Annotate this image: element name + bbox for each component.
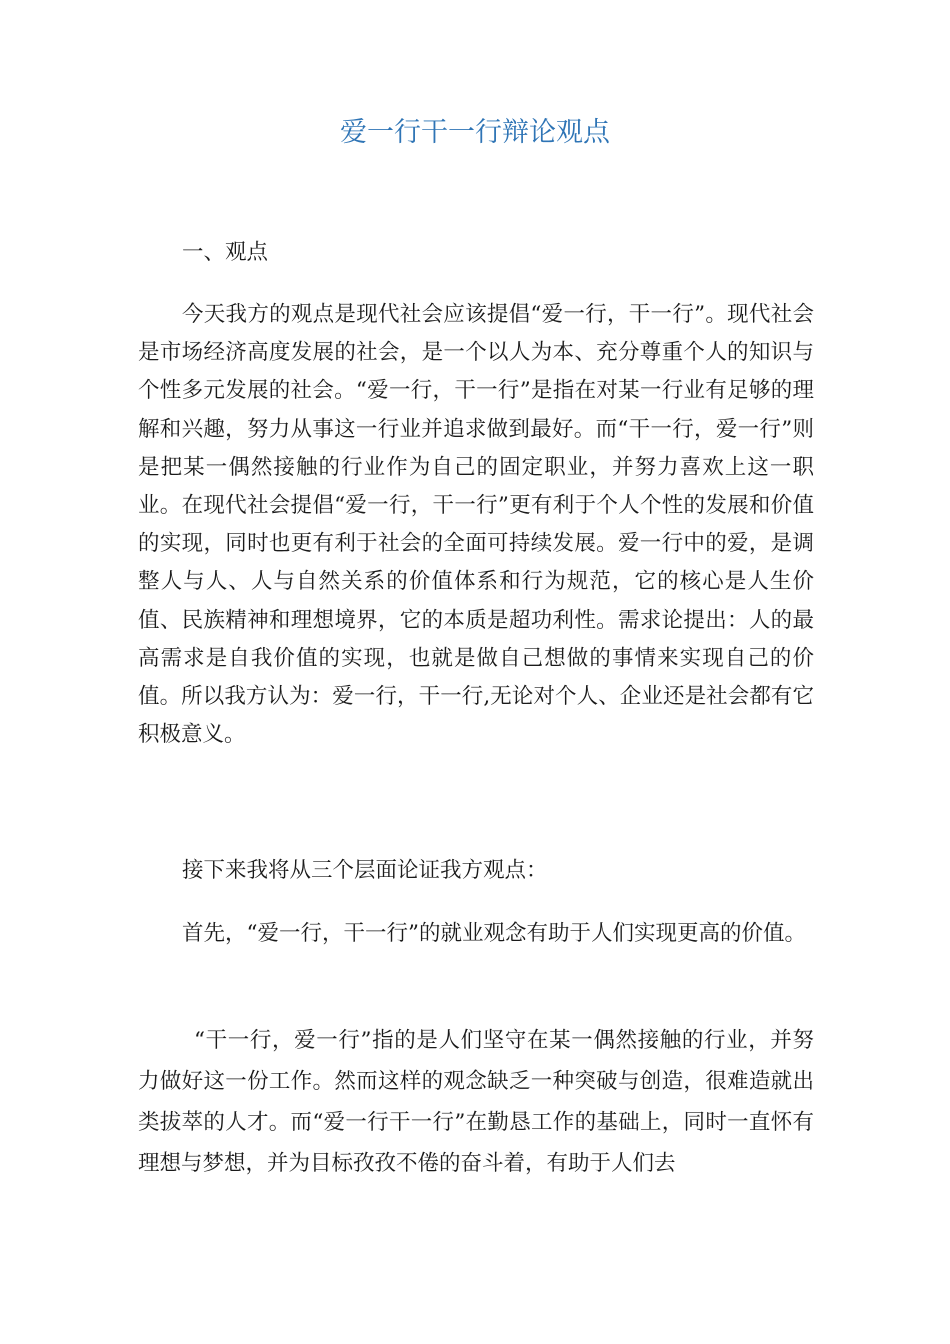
document-title: 爱一行干一行辩论观点: [340, 117, 610, 148]
paragraph-3: 首先，“爱一行，干一行”的就业观念有助于人们实现更高的价值。: [182, 921, 806, 946]
paragraph-1: 今天我方的观点是现代社会应该提倡“爱一行，干一行”。现代社会是市场经济高度发展的社会，是一个以人为本、充分尊重个人的知识与个性多元发展的社会。“爱一行，干一行”是指在对某一行业有足够的理解和兴趣，努力从事这一行业并追求做到最好。而“干一行，爱一行”则是把某一偶然接触的行业作为自己的固定职业，并努力喜欢上这一职业。在现代社会提倡“爱一行，干一行”更有利于个人个性的发展和价值的实现，同时也更有利于社会的全面可持续发展。爱一行中的爱，是调整人与人、人与自然关系的价值体系和行为规范，它的核心是人生价值、民族精神和理想境界，它的本质是超功利性。需求论提出：人的最高需求是自我价值的实现，也就是做自己想做的事情来实现自己的价值。所以我方认为：爱一行，干一行,无论对个人、企业还是社会都有它积极意义。: [138, 302, 814, 748]
paragraph-4: “干一行，爱一行”指的是人们坚守在某一偶然接触的行业，并努力做好这一份工作。然而这样的观念缺乏一种突破与创造，很难造就出类拔萃的人才。而“爱一行干一行”在勤恳工作的基础上，同时一直怀有理想与梦想，并为目标孜孜不倦的奋斗着，有助于人们去: [138, 1028, 814, 1176]
paragraph-2: 接下来我将从三个层面论证我方观点：: [182, 858, 548, 883]
section-heading: 一、观点: [182, 240, 269, 265]
